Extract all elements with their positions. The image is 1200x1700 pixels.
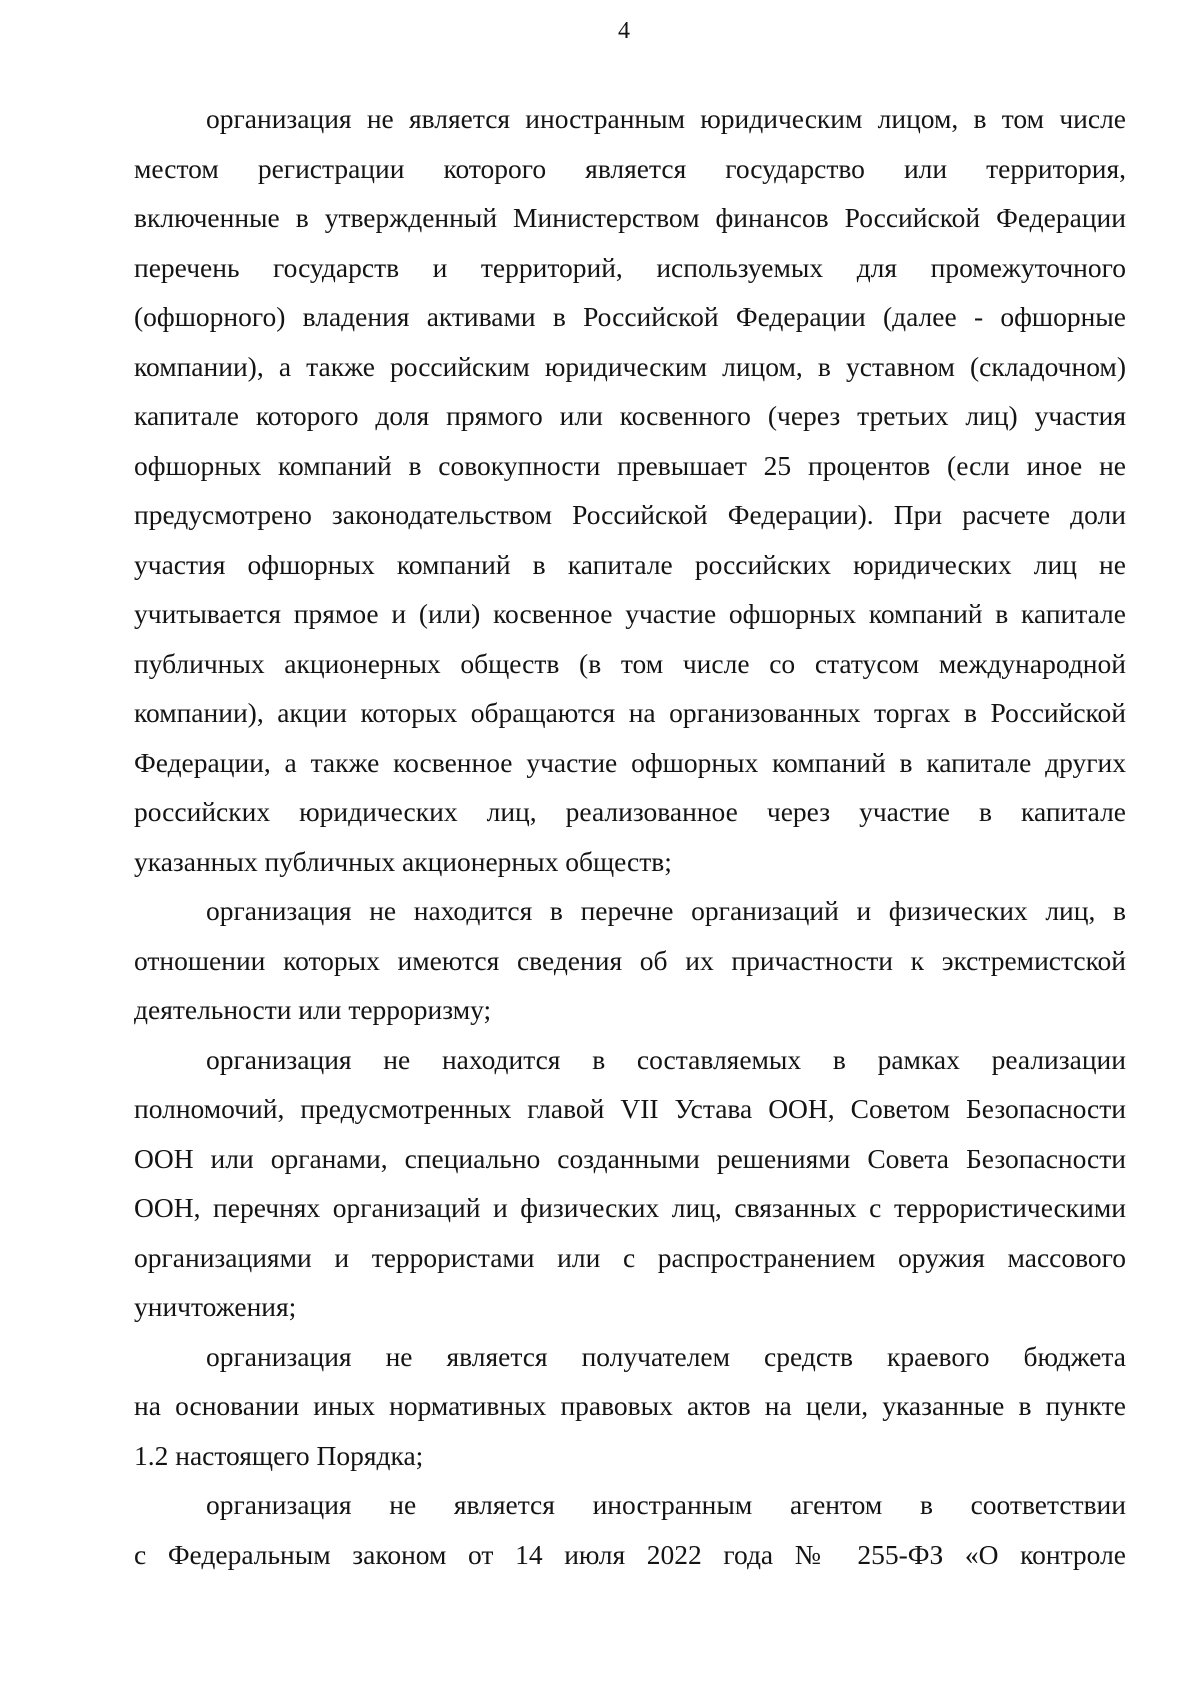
text-line: ООН или органами, специально созданными решениями Совета Безопасности [134, 1142, 1126, 1174]
text-line: перечень государств и территорий, используемых для промежуточного [134, 251, 1126, 283]
text-line: деятельности или терроризму; [134, 994, 492, 1025]
text-line: Федерации, а также косвенное участие офшорных компаний в капитале других [134, 746, 1126, 778]
text-line: (офшорного) владения активами в Российской Федерации (далее - офшорные [134, 301, 1126, 332]
text-line: указанных публичных акционерных обществ; [134, 845, 672, 877]
page-number: 4 [618, 18, 630, 44]
text-line: ООН, перечнях организаций и физических лиц, связанных с террористическими [134, 1192, 1126, 1223]
text-line: российских юридических лиц, реализованное через участие в капитале [134, 796, 1126, 827]
paragraph-budget [134, 1332, 1126, 1481]
text-line: с Федеральным законом от 14 июля 2022 года № 255-ФЗ «О контроле [134, 1538, 1126, 1570]
text-line: на основании иных нормативных правовых актов на цели, указанные в пункте [134, 1390, 1126, 1421]
text-line: отношении которых имеются сведения об их причастности к экстремистской [134, 944, 1126, 976]
text-line: участия офшорных компаний в капитале российских юридических лиц не [134, 548, 1126, 580]
text-line: организация не является иностранным агентом в соответствии [206, 1489, 1126, 1520]
text-line: компании), акции которых обращаются на организованных торгах в Российской [134, 697, 1126, 728]
text-line: учитывается прямое и (или) косвенное участие офшорных компаний в капитале [134, 598, 1126, 629]
text-line: компании), а также российским юридическим лицом, в уставном (складочном) [134, 350, 1126, 382]
text-line: предусмотрено законодательством Российской Федерации). При расчете доли [134, 499, 1126, 530]
text-line: публичных акционерных обществ (в том числе со статусом международной [134, 647, 1126, 679]
text-line: 1.2 настоящего Порядка; [134, 1439, 424, 1471]
text-line: полномочий, предусмотренных главой VII Устава ООН, Советом Безопасности [134, 1093, 1126, 1124]
text-line: местом регистрации которого является государство или территория, [134, 152, 1126, 184]
text-line: организация не является получателем средств краевого бюджета [206, 1340, 1126, 1372]
paragraph-un-lists [134, 1035, 1126, 1332]
text-line: организациями и террористами или с распространением оружия массового [134, 1241, 1126, 1273]
text-line: включенные в утвержденный Министерством финансов Российской Федерации [134, 202, 1126, 233]
text-line: офшорных компаний в совокупности превышает 25 процентов (если иное не [134, 449, 1126, 481]
paragraph-foreign-agent [134, 1480, 1126, 1579]
document-body [134, 94, 1126, 1579]
paragraph-extremism [134, 886, 1126, 1035]
text-line: организация не находится в составляемых в рамках реализации [206, 1043, 1126, 1075]
text-line: уничтожения; [134, 1291, 297, 1322]
text-line: организация не является иностранным юридическим лицом, в том числе [206, 103, 1126, 134]
text-line: организация не находится в перечне организаций и физических лиц, в [206, 895, 1126, 926]
text-line: капитале которого доля прямого или косвенного (через третьих лиц) участия [134, 400, 1126, 431]
paragraph-offshore [134, 94, 1126, 886]
